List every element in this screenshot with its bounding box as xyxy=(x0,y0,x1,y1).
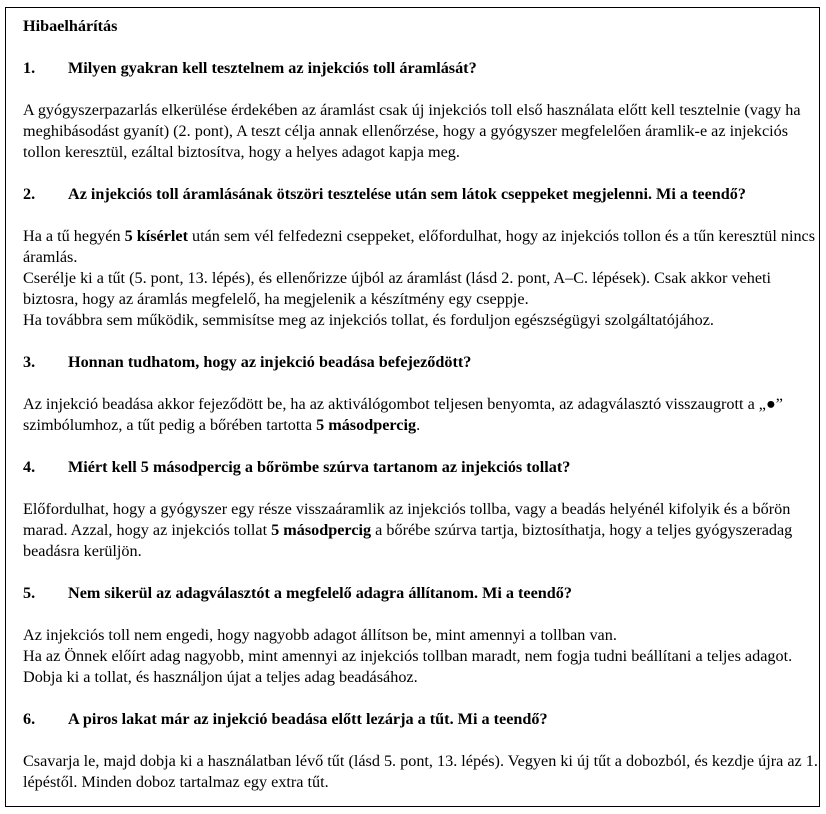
faq-question xyxy=(23,58,823,79)
emphasis-text: ● xyxy=(765,395,776,413)
answer-paragraph xyxy=(23,268,823,310)
answer-paragraph xyxy=(23,751,823,793)
answer-paragraph xyxy=(23,646,823,688)
answer-text: ” szimbólumhoz, a tűt pedig a bőrében tartotta xyxy=(23,395,783,434)
emphasis-text: 5 másodpercig xyxy=(316,416,417,434)
question-text: Honnan tudhatom, hogy az injekció beadása befejeződött? xyxy=(68,353,472,371)
faq-answer xyxy=(23,100,823,163)
answer-text: Cserélje ki a tűt (5. pont, 13. lépés), és ellenőrizze újból az áramlást (lásd 2. pont, A–C. lépések). Csak akkor veheti biztosra, hogy az áramlás megfelelő, ha megjelenik a készítmény egy cseppje. xyxy=(23,269,772,308)
faq-question xyxy=(23,709,823,730)
emphasis-text: 5 másodpercig xyxy=(271,521,372,539)
faq-list xyxy=(23,58,823,793)
answer-paragraph xyxy=(23,100,823,163)
answer-text: Az injekció beadása akkor fejeződött be, ha az aktiválógombot teljesen benyomta, az adagválasztó visszaugrott a „ xyxy=(23,395,766,413)
question-number: 1. xyxy=(23,59,36,77)
faq-answer xyxy=(23,226,823,331)
document-frame xyxy=(5,7,820,807)
answer-text: A gyógyszerpazarlás elkerülése érdekében az áramlást csak új injekciós toll első használata előtt kell tesztelnie (vagy ha meghibásodást gyanít) (2. pont), A teszt célja annak ellenőrzése, hogy a gyógyszer megfelelően áramlik-e az injekciós tollon keresztül, ezáltal biztosítva, hogy a helyes adagot kapja meg. xyxy=(23,101,801,161)
question-number: 4. xyxy=(23,458,36,476)
faq-question xyxy=(23,583,823,604)
faq-question xyxy=(23,457,823,478)
answer-text: után sem vél felfedezni cseppeket, előfordulhat, hogy az injekciós tollon és a tűn keresztül nincs áramlás. xyxy=(23,227,816,266)
answer-paragraph xyxy=(23,625,823,646)
question-text: A piros lakat már az injekció beadása előtt lezárja a tűt. Mi a teendő? xyxy=(68,710,548,728)
question-text: Miért kell 5 másodpercig a bőrömbe szúrva tartanom az injekciós tollat? xyxy=(68,458,571,476)
faq-answer xyxy=(23,625,823,688)
question-number: 2. xyxy=(23,185,36,203)
answer-text: . xyxy=(416,416,421,434)
answer-text: Csavarja le, majd dobja ki a használatban lévő tűt (lásd 5. pont, 13. lépés). Vegyen ki új tűt a dobozból, és kezdje újra az 1. lépéstől. Minden doboz tartalmaz egy extra tűt. xyxy=(23,752,818,791)
faq-answer xyxy=(23,751,823,793)
question-number: 3. xyxy=(23,353,36,371)
question-number: 6. xyxy=(23,710,36,728)
answer-paragraph xyxy=(23,310,823,331)
question-text: Nem sikerül az adagválasztót a megfelelő adagra állítanom. Mi a teendő? xyxy=(68,584,572,602)
section-title: Hibaelhárítás xyxy=(23,17,118,35)
faq-answer xyxy=(23,499,823,562)
answer-text: Előfordulhat, hogy a gyógyszer egy része visszaáramlik az injekciós tollba, vagy a beadás helyénél kifolyik és a bőrön marad. Azzal, hogy az injekciós tollat xyxy=(23,500,791,539)
faq-question xyxy=(23,184,823,205)
faq-question xyxy=(23,352,823,373)
question-text: Az injekciós toll áramlásának ötszöri tesztelése után sem látok cseppeket megjelenni. Mi a teendő? xyxy=(68,185,746,203)
answer-text: Ha az Önnek előírt adag nagyobb, mint amennyi az injekciós tollban maradt, nem fogja tudni beállítani a teljes adagot. Dobja ki a tollat, és használjon újat a teljes adag beadásához. xyxy=(23,647,793,686)
document-content xyxy=(23,16,823,793)
question-number: 5. xyxy=(23,584,36,602)
emphasis-text: 5 kísérlet xyxy=(124,227,188,245)
answer-paragraph xyxy=(23,499,823,562)
answer-text: Az injekciós toll nem engedi, hogy nagyobb adagot állítson be, mint amennyi a tollban van. xyxy=(23,626,617,644)
answer-text: a bőrébe szúrva tartja, biztosíthatja, hogy a teljes gyógyszeradag beadásra kerüljön. xyxy=(23,521,793,560)
question-text: Milyen gyakran kell tesztelnem az injekciós toll áramlását? xyxy=(68,59,477,77)
answer-text: Ha a tű hegyén xyxy=(23,227,125,245)
faq-answer xyxy=(23,394,823,436)
answer-paragraph xyxy=(23,394,823,436)
answer-text: Ha továbbra sem működik, semmisítse meg az injekciós tollat, és forduljon egészségügyi szolgáltatójához. xyxy=(23,311,714,329)
answer-paragraph xyxy=(23,226,823,268)
